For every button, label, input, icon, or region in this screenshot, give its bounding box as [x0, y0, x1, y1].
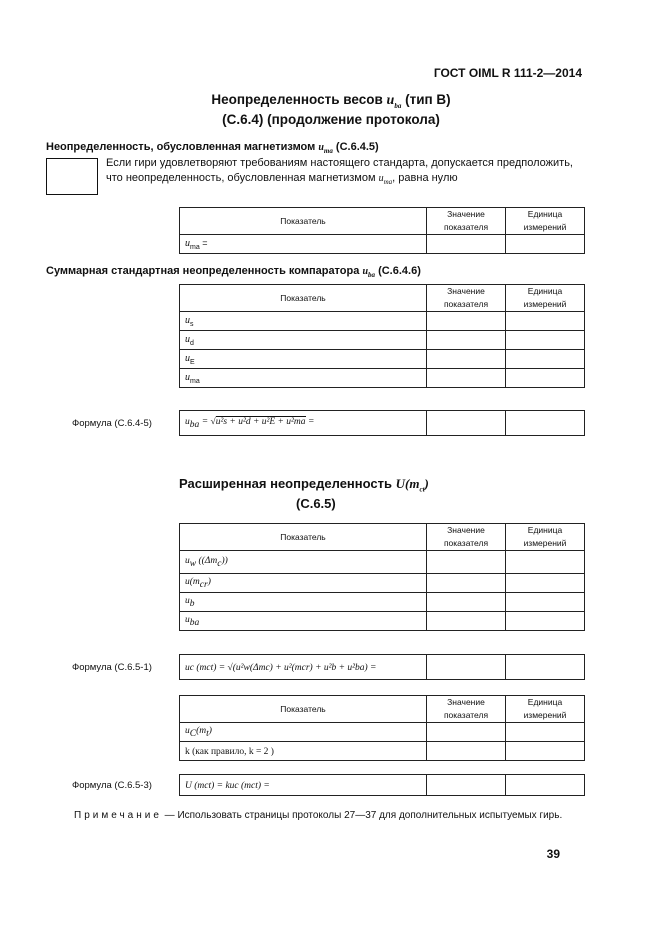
value-cell[interactable] — [427, 235, 506, 254]
formula-table — [179, 654, 585, 680]
unit-cell[interactable] — [506, 574, 585, 593]
section2-title-line2: (С.6.5) — [296, 496, 336, 511]
unit-cell[interactable] — [506, 551, 585, 574]
table-row-label: $u_d$ — [180, 331, 427, 350]
checkbox-square[interactable] — [46, 158, 98, 195]
title-symbol: $u_{ba}$ — [386, 93, 402, 110]
value-cell[interactable] — [427, 593, 506, 612]
document-header: ГОСТ OIML R 111-2—2014 — [433, 66, 582, 80]
unit-cell[interactable] — [506, 331, 585, 350]
table-row-label: $u_w$ $((\Delta m_c))$ — [180, 551, 427, 574]
magnetism-note — [106, 156, 573, 190]
value-cell[interactable] — [427, 312, 506, 331]
value-cell[interactable] — [427, 655, 506, 680]
unit-cell[interactable] — [506, 723, 585, 742]
col-header-param: Показатель — [180, 285, 427, 312]
formula-radicand: u²s + u²d + u²E + u²ma — [215, 417, 306, 428]
formula-table — [179, 774, 585, 796]
unit-cell[interactable] — [506, 369, 585, 388]
value-cell[interactable] — [427, 574, 506, 593]
table-row-label: $u_s$ — [180, 312, 427, 331]
value-cell[interactable] — [427, 742, 506, 761]
footnote-text: — Использовать страницы протоколы 27—37 для дополнительных испытуемых гирь. — [164, 810, 563, 821]
col-header-unit: Единица измерений — [506, 696, 585, 723]
unit-cell[interactable] — [506, 775, 585, 796]
value-cell[interactable] — [427, 369, 506, 388]
combined-heading: Суммарная стандартная неопределенность компаратора $u_{ba}$ (С.6.4.6) — [46, 265, 421, 279]
section-title-line2: (С.6.4) (продолжение протокола) — [222, 112, 440, 127]
unit-cell[interactable] — [506, 742, 585, 761]
value-cell[interactable] — [427, 411, 506, 436]
table-row-label: $u_E$ — [180, 350, 427, 369]
value-cell[interactable] — [427, 551, 506, 574]
note-line-2: что неопределенность, обусловленная магнетизмом $u_{ma}$, равна нулю — [106, 172, 458, 186]
table-row-label: $u_C(m_t)$ — [180, 723, 427, 742]
value-cell[interactable] — [427, 350, 506, 369]
magnetism-table — [179, 207, 585, 254]
formula-label: Формула (С.6.4-5) — [72, 418, 152, 429]
combined-table — [179, 284, 585, 388]
table-row-label: k (как правило, k = 2 ) — [180, 742, 427, 761]
page-number: 39 — [546, 847, 560, 861]
uncertainty-table — [179, 695, 585, 761]
note-line-1: Если гири удовлетворяют требованиям настоящего стандарта, допускается предположить, — [106, 157, 573, 169]
col-header-value: Значение показателя — [427, 208, 506, 235]
section-title-suffix: (тип В) — [405, 92, 451, 107]
col-header-unit: Единица измерений — [506, 208, 585, 235]
unit-cell[interactable] — [506, 655, 585, 680]
section2-title: Расширенная неопределенность $U(m_{ct})$ — [179, 476, 429, 494]
table-row-label: $u_{ma}$ = — [180, 235, 427, 254]
section-title-text: Неопределенность весов — [211, 92, 383, 107]
formula-cell: uc (mct) = √(u²w(Δmc) + u²(mcr) + u²b + u²ba) = — [180, 655, 427, 680]
value-cell[interactable] — [427, 331, 506, 350]
footnote — [74, 810, 562, 821]
col-header-param: Показатель — [180, 208, 427, 235]
col-header-param: Показатель — [180, 524, 427, 551]
table-row-label: $u_{ma}$ — [180, 369, 427, 388]
table-row-label: $u_b$ — [180, 593, 427, 612]
col-header-value: Значение показателя — [427, 285, 506, 312]
col-header-unit: Единица измерений — [506, 524, 585, 551]
unit-cell[interactable] — [506, 612, 585, 631]
formula-label: Формула (С.6.5-1) — [72, 662, 152, 673]
expanded-table — [179, 523, 585, 631]
section-title — [0, 92, 662, 110]
table-row-label: $u(m_{cr})$ — [180, 574, 427, 593]
col-header-value: Значение показателя — [427, 524, 506, 551]
unit-cell[interactable] — [506, 350, 585, 369]
magnetism-heading: Неопределенность, обусловленная магнетизмом $u_{ma}$ (С.6.4.5) — [46, 141, 379, 155]
footnote-prefix: Примечание — [74, 810, 162, 821]
formula-table — [179, 410, 585, 436]
formula-cell: U (mct) = kuc (mct) = — [180, 775, 427, 796]
unit-cell[interactable] — [506, 593, 585, 612]
col-header-unit: Единица измерений — [506, 285, 585, 312]
value-cell[interactable] — [427, 612, 506, 631]
value-cell[interactable] — [427, 775, 506, 796]
unit-cell[interactable] — [506, 411, 585, 436]
col-header-value: Значение показателя — [427, 696, 506, 723]
unit-cell[interactable] — [506, 312, 585, 331]
unit-cell[interactable] — [506, 235, 585, 254]
value-cell[interactable] — [427, 723, 506, 742]
table-row-label: $u_{ba}$ — [180, 612, 427, 631]
formula-label: Формула (С.6.5-3) — [72, 780, 152, 791]
col-header-param: Показатель — [180, 696, 427, 723]
formula-cell: $u_{ba} = √u^2s + u^2d + u^2E + u^2ma$ = — [180, 411, 427, 436]
